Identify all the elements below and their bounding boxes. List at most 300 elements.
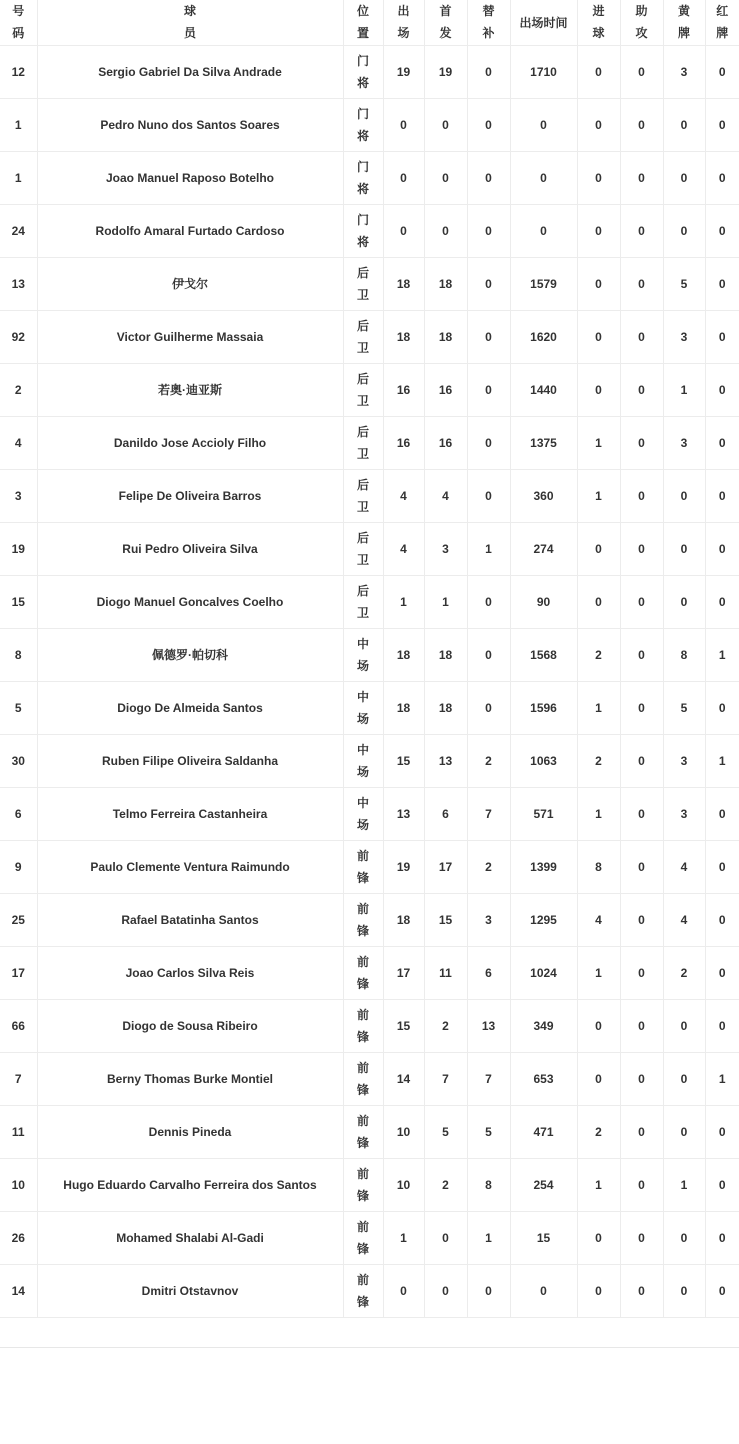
cell-minutes: 274 — [510, 522, 577, 575]
column-header-label: 助攻 — [635, 4, 648, 41]
cell-yellow: 0 — [663, 575, 705, 628]
table-row — [0, 1264, 739, 1317]
column-header-red — [705, 0, 739, 45]
table-row — [0, 1105, 739, 1158]
position-label: 后卫 — [356, 371, 369, 408]
table-header — [0, 0, 739, 45]
cell-goals: 1 — [577, 469, 620, 522]
cell-number: 4 — [0, 416, 37, 469]
cell-assists: 0 — [620, 469, 663, 522]
cell-appearances: 19 — [383, 45, 424, 98]
position-label: 前锋 — [356, 901, 369, 938]
column-header-label: 进球 — [592, 4, 605, 41]
cell-goals: 0 — [577, 151, 620, 204]
cell-goals: 2 — [577, 628, 620, 681]
column-header-label: 位置 — [356, 4, 369, 41]
cell-starts: 13 — [424, 734, 467, 787]
cell-appearances: 0 — [383, 204, 424, 257]
position-label: 门将 — [356, 159, 369, 196]
cell-position — [343, 45, 383, 98]
position-label: 后卫 — [356, 583, 369, 620]
cell-starts: 16 — [424, 363, 467, 416]
cell-starts: 18 — [424, 310, 467, 363]
cell-position — [343, 681, 383, 734]
column-header-label: 首发 — [439, 4, 452, 41]
cell-starts: 11 — [424, 946, 467, 999]
position-label: 前锋 — [356, 848, 369, 885]
column-header-appearances — [383, 0, 424, 45]
cell-assists: 0 — [620, 1052, 663, 1105]
cell-red: 0 — [705, 1211, 739, 1264]
cell-red: 0 — [705, 681, 739, 734]
position-label: 门将 — [356, 53, 369, 90]
table-row — [0, 204, 739, 257]
cell-assists: 0 — [620, 1105, 663, 1158]
cell-starts: 18 — [424, 628, 467, 681]
cell-goals: 4 — [577, 893, 620, 946]
cell-goals: 0 — [577, 363, 620, 416]
cell-number: 12 — [0, 45, 37, 98]
cell-player: 佩德罗·帕切科 — [37, 628, 343, 681]
cell-goals: 2 — [577, 734, 620, 787]
cell-minutes: 1399 — [510, 840, 577, 893]
cell-position — [343, 575, 383, 628]
cell-player: Pedro Nuno dos Santos Soares — [37, 98, 343, 151]
cell-appearances: 19 — [383, 840, 424, 893]
position-label: 后卫 — [356, 477, 369, 514]
cell-minutes: 1295 — [510, 893, 577, 946]
cell-appearances: 4 — [383, 469, 424, 522]
position-label: 中场 — [356, 742, 369, 779]
cell-red: 0 — [705, 204, 739, 257]
cell-minutes: 0 — [510, 204, 577, 257]
cell-yellow: 0 — [663, 522, 705, 575]
table-row — [0, 310, 739, 363]
cell-red: 1 — [705, 1052, 739, 1105]
cell-position — [343, 1264, 383, 1317]
cell-red: 0 — [705, 45, 739, 98]
cell-appearances: 4 — [383, 522, 424, 575]
cell-yellow: 4 — [663, 840, 705, 893]
cell-number: 3 — [0, 469, 37, 522]
column-header-label: 出场 — [397, 4, 410, 41]
header-row — [0, 0, 739, 45]
cell-subs: 0 — [467, 469, 510, 522]
table-row — [0, 999, 739, 1052]
bottom-divider — [0, 1347, 739, 1348]
cell-yellow: 3 — [663, 787, 705, 840]
cell-minutes: 653 — [510, 1052, 577, 1105]
cell-yellow: 0 — [663, 999, 705, 1052]
cell-yellow: 2 — [663, 946, 705, 999]
cell-starts: 17 — [424, 840, 467, 893]
cell-player: Dmitri Otstavnov — [37, 1264, 343, 1317]
cell-minutes: 471 — [510, 1105, 577, 1158]
table-row — [0, 575, 739, 628]
cell-assists: 0 — [620, 946, 663, 999]
cell-player: Felipe De Oliveira Barros — [37, 469, 343, 522]
cell-number: 24 — [0, 204, 37, 257]
cell-player: 伊戈尔 — [37, 257, 343, 310]
cell-starts: 3 — [424, 522, 467, 575]
column-header-number — [0, 0, 37, 45]
cell-minutes: 1063 — [510, 734, 577, 787]
cell-starts: 0 — [424, 204, 467, 257]
cell-red: 0 — [705, 522, 739, 575]
cell-subs: 1 — [467, 522, 510, 575]
cell-appearances: 16 — [383, 363, 424, 416]
cell-starts: 18 — [424, 681, 467, 734]
cell-yellow: 1 — [663, 1158, 705, 1211]
cell-appearances: 10 — [383, 1158, 424, 1211]
column-header-label: 号码 — [12, 4, 25, 41]
table-row — [0, 787, 739, 840]
cell-yellow: 4 — [663, 893, 705, 946]
cell-yellow: 0 — [663, 1052, 705, 1105]
table-row — [0, 522, 739, 575]
table-row — [0, 416, 739, 469]
cell-number: 66 — [0, 999, 37, 1052]
cell-minutes: 0 — [510, 1264, 577, 1317]
cell-player: Paulo Clemente Ventura Raimundo — [37, 840, 343, 893]
cell-appearances: 18 — [383, 310, 424, 363]
cell-red: 0 — [705, 310, 739, 363]
cell-yellow: 0 — [663, 1211, 705, 1264]
cell-starts: 4 — [424, 469, 467, 522]
cell-red: 0 — [705, 575, 739, 628]
cell-assists: 0 — [620, 840, 663, 893]
cell-subs: 0 — [467, 257, 510, 310]
cell-player: Joao Manuel Raposo Botelho — [37, 151, 343, 204]
cell-red: 0 — [705, 363, 739, 416]
position-label: 前锋 — [356, 1272, 369, 1309]
cell-assists: 0 — [620, 204, 663, 257]
cell-appearances: 1 — [383, 575, 424, 628]
cell-goals: 0 — [577, 1211, 620, 1264]
cell-number: 14 — [0, 1264, 37, 1317]
cell-assists: 0 — [620, 575, 663, 628]
cell-player: Diogo Manuel Goncalves Coelho — [37, 575, 343, 628]
cell-number: 8 — [0, 628, 37, 681]
cell-goals: 0 — [577, 999, 620, 1052]
cell-goals: 1 — [577, 787, 620, 840]
cell-minutes: 15 — [510, 1211, 577, 1264]
cell-starts: 15 — [424, 893, 467, 946]
cell-subs: 13 — [467, 999, 510, 1052]
cell-goals: 0 — [577, 522, 620, 575]
position-label: 前锋 — [356, 954, 369, 991]
cell-assists: 0 — [620, 522, 663, 575]
cell-minutes: 254 — [510, 1158, 577, 1211]
cell-red: 0 — [705, 893, 739, 946]
cell-assists: 0 — [620, 151, 663, 204]
position-label: 中场 — [356, 795, 369, 832]
cell-position — [343, 469, 383, 522]
cell-player: Rafael Batatinha Santos — [37, 893, 343, 946]
table-row — [0, 257, 739, 310]
position-label: 后卫 — [356, 530, 369, 567]
position-label: 中场 — [356, 689, 369, 726]
cell-red: 0 — [705, 98, 739, 151]
position-label: 门将 — [356, 106, 369, 143]
cell-subs: 0 — [467, 204, 510, 257]
cell-red: 0 — [705, 946, 739, 999]
cell-appearances: 0 — [383, 151, 424, 204]
cell-appearances: 16 — [383, 416, 424, 469]
cell-assists: 0 — [620, 628, 663, 681]
column-header-starts — [424, 0, 467, 45]
cell-minutes: 1375 — [510, 416, 577, 469]
cell-subs: 0 — [467, 628, 510, 681]
cell-subs: 0 — [467, 1264, 510, 1317]
cell-position — [343, 204, 383, 257]
cell-player: Victor Guilherme Massaia — [37, 310, 343, 363]
cell-goals: 0 — [577, 204, 620, 257]
cell-goals: 1 — [577, 416, 620, 469]
table-row — [0, 469, 739, 522]
cell-player: Joao Carlos Silva Reis — [37, 946, 343, 999]
cell-subs: 0 — [467, 575, 510, 628]
cell-subs: 2 — [467, 840, 510, 893]
cell-starts: 5 — [424, 1105, 467, 1158]
cell-number: 11 — [0, 1105, 37, 1158]
cell-position — [343, 628, 383, 681]
cell-yellow: 3 — [663, 734, 705, 787]
cell-appearances: 0 — [383, 1264, 424, 1317]
cell-goals: 1 — [577, 1158, 620, 1211]
cell-subs: 0 — [467, 151, 510, 204]
cell-number: 9 — [0, 840, 37, 893]
cell-assists: 0 — [620, 1158, 663, 1211]
cell-minutes: 90 — [510, 575, 577, 628]
cell-position — [343, 257, 383, 310]
cell-number: 13 — [0, 257, 37, 310]
cell-minutes: 349 — [510, 999, 577, 1052]
cell-starts: 18 — [424, 257, 467, 310]
cell-yellow: 3 — [663, 310, 705, 363]
cell-appearances: 1 — [383, 1211, 424, 1264]
cell-appearances: 15 — [383, 999, 424, 1052]
cell-minutes: 1596 — [510, 681, 577, 734]
cell-yellow: 0 — [663, 469, 705, 522]
table-row — [0, 893, 739, 946]
table-row — [0, 1052, 739, 1105]
cell-red: 0 — [705, 151, 739, 204]
cell-number: 25 — [0, 893, 37, 946]
cell-yellow: 0 — [663, 1264, 705, 1317]
cell-minutes: 1440 — [510, 363, 577, 416]
cell-number: 10 — [0, 1158, 37, 1211]
cell-subs: 0 — [467, 98, 510, 151]
table-row — [0, 45, 739, 98]
cell-assists: 0 — [620, 416, 663, 469]
position-label: 前锋 — [356, 1007, 369, 1044]
table-row — [0, 98, 739, 151]
column-header-subs — [467, 0, 510, 45]
cell-starts: 16 — [424, 416, 467, 469]
cell-appearances: 15 — [383, 734, 424, 787]
cell-position — [343, 1052, 383, 1105]
position-label: 后卫 — [356, 318, 369, 355]
cell-subs: 0 — [467, 681, 510, 734]
cell-appearances: 18 — [383, 628, 424, 681]
cell-assists: 0 — [620, 257, 663, 310]
cell-assists: 0 — [620, 787, 663, 840]
cell-minutes: 0 — [510, 151, 577, 204]
table-row — [0, 681, 739, 734]
cell-red: 0 — [705, 1105, 739, 1158]
cell-assists: 0 — [620, 734, 663, 787]
cell-red: 1 — [705, 734, 739, 787]
cell-goals: 2 — [577, 1105, 620, 1158]
cell-appearances: 13 — [383, 787, 424, 840]
cell-assists: 0 — [620, 1211, 663, 1264]
table-row — [0, 363, 739, 416]
cell-player: Berny Thomas Burke Montiel — [37, 1052, 343, 1105]
cell-number: 1 — [0, 98, 37, 151]
cell-minutes: 1568 — [510, 628, 577, 681]
column-header-yellow — [663, 0, 705, 45]
cell-position — [343, 522, 383, 575]
cell-subs: 8 — [467, 1158, 510, 1211]
cell-position — [343, 1211, 383, 1264]
cell-red: 0 — [705, 999, 739, 1052]
cell-player: Ruben Filipe Oliveira Saldanha — [37, 734, 343, 787]
cell-yellow: 3 — [663, 45, 705, 98]
cell-red: 0 — [705, 840, 739, 893]
table-row — [0, 151, 739, 204]
cell-position — [343, 363, 383, 416]
cell-number: 7 — [0, 1052, 37, 1105]
position-label: 前锋 — [356, 1060, 369, 1097]
cell-assists: 0 — [620, 45, 663, 98]
position-label: 后卫 — [356, 265, 369, 302]
cell-goals: 8 — [577, 840, 620, 893]
cell-position — [343, 1158, 383, 1211]
position-label: 前锋 — [356, 1166, 369, 1203]
cell-goals: 0 — [577, 1052, 620, 1105]
cell-subs: 5 — [467, 1105, 510, 1158]
cell-assists: 0 — [620, 681, 663, 734]
cell-minutes: 1579 — [510, 257, 577, 310]
cell-position — [343, 999, 383, 1052]
cell-subs: 2 — [467, 734, 510, 787]
column-header-label: 替补 — [482, 4, 495, 41]
cell-subs: 7 — [467, 1052, 510, 1105]
cell-starts: 1 — [424, 575, 467, 628]
cell-red: 0 — [705, 257, 739, 310]
cell-player: Sergio Gabriel Da Silva Andrade — [37, 45, 343, 98]
cell-starts: 0 — [424, 1264, 467, 1317]
cell-assists: 0 — [620, 98, 663, 151]
cell-subs: 0 — [467, 416, 510, 469]
column-header-position — [343, 0, 383, 45]
cell-player: Dennis Pineda — [37, 1105, 343, 1158]
column-header-label: 红牌 — [716, 4, 729, 41]
position-label: 门将 — [356, 212, 369, 249]
table-row — [0, 1158, 739, 1211]
cell-assists: 0 — [620, 310, 663, 363]
position-label: 后卫 — [356, 424, 369, 461]
cell-yellow: 1 — [663, 363, 705, 416]
cell-minutes: 1710 — [510, 45, 577, 98]
cell-player: Rodolfo Amaral Furtado Cardoso — [37, 204, 343, 257]
cell-position — [343, 1105, 383, 1158]
cell-starts: 0 — [424, 1211, 467, 1264]
cell-red: 0 — [705, 469, 739, 522]
cell-starts: 6 — [424, 787, 467, 840]
cell-position — [343, 893, 383, 946]
cell-position — [343, 310, 383, 363]
cell-assists: 0 — [620, 893, 663, 946]
cell-player: Diogo de Sousa Ribeiro — [37, 999, 343, 1052]
cell-appearances: 18 — [383, 681, 424, 734]
cell-starts: 0 — [424, 151, 467, 204]
cell-starts: 2 — [424, 999, 467, 1052]
cell-minutes: 0 — [510, 98, 577, 151]
cell-goals: 0 — [577, 575, 620, 628]
cell-subs: 0 — [467, 45, 510, 98]
cell-yellow: 5 — [663, 681, 705, 734]
column-header-minutes: 出场时间 — [510, 0, 577, 45]
cell-starts: 19 — [424, 45, 467, 98]
column-header-player — [37, 0, 343, 45]
cell-yellow: 0 — [663, 98, 705, 151]
cell-goals: 0 — [577, 1264, 620, 1317]
cell-assists: 0 — [620, 363, 663, 416]
cell-red: 0 — [705, 1264, 739, 1317]
cell-appearances: 0 — [383, 98, 424, 151]
cell-position — [343, 98, 383, 151]
cell-player: Mohamed Shalabi Al-Gadi — [37, 1211, 343, 1264]
cell-subs: 7 — [467, 787, 510, 840]
cell-starts: 7 — [424, 1052, 467, 1105]
cell-starts: 0 — [424, 98, 467, 151]
cell-position — [343, 787, 383, 840]
cell-assists: 0 — [620, 999, 663, 1052]
cell-yellow: 5 — [663, 257, 705, 310]
cell-goals: 0 — [577, 45, 620, 98]
cell-yellow: 3 — [663, 416, 705, 469]
cell-number: 19 — [0, 522, 37, 575]
cell-number: 17 — [0, 946, 37, 999]
cell-position — [343, 840, 383, 893]
cell-player: Hugo Eduardo Carvalho Ferreira dos Santos — [37, 1158, 343, 1211]
column-header-label: 黄牌 — [677, 4, 690, 41]
cell-number: 15 — [0, 575, 37, 628]
cell-player: 若奥·迪亚斯 — [37, 363, 343, 416]
column-header-label: 球员 — [183, 4, 196, 41]
cell-assists: 0 — [620, 1264, 663, 1317]
cell-appearances: 10 — [383, 1105, 424, 1158]
cell-goals: 0 — [577, 98, 620, 151]
cell-appearances: 18 — [383, 257, 424, 310]
cell-player: Rui Pedro Oliveira Silva — [37, 522, 343, 575]
cell-subs: 3 — [467, 893, 510, 946]
cell-position — [343, 946, 383, 999]
position-label: 前锋 — [356, 1113, 369, 1150]
cell-number: 26 — [0, 1211, 37, 1264]
cell-appearances: 18 — [383, 893, 424, 946]
cell-yellow: 0 — [663, 1105, 705, 1158]
cell-number: 30 — [0, 734, 37, 787]
cell-player: Telmo Ferreira Castanheira — [37, 787, 343, 840]
cell-subs: 0 — [467, 310, 510, 363]
table-row — [0, 734, 739, 787]
cell-red: 0 — [705, 787, 739, 840]
cell-number: 1 — [0, 151, 37, 204]
table-body — [0, 45, 739, 1317]
